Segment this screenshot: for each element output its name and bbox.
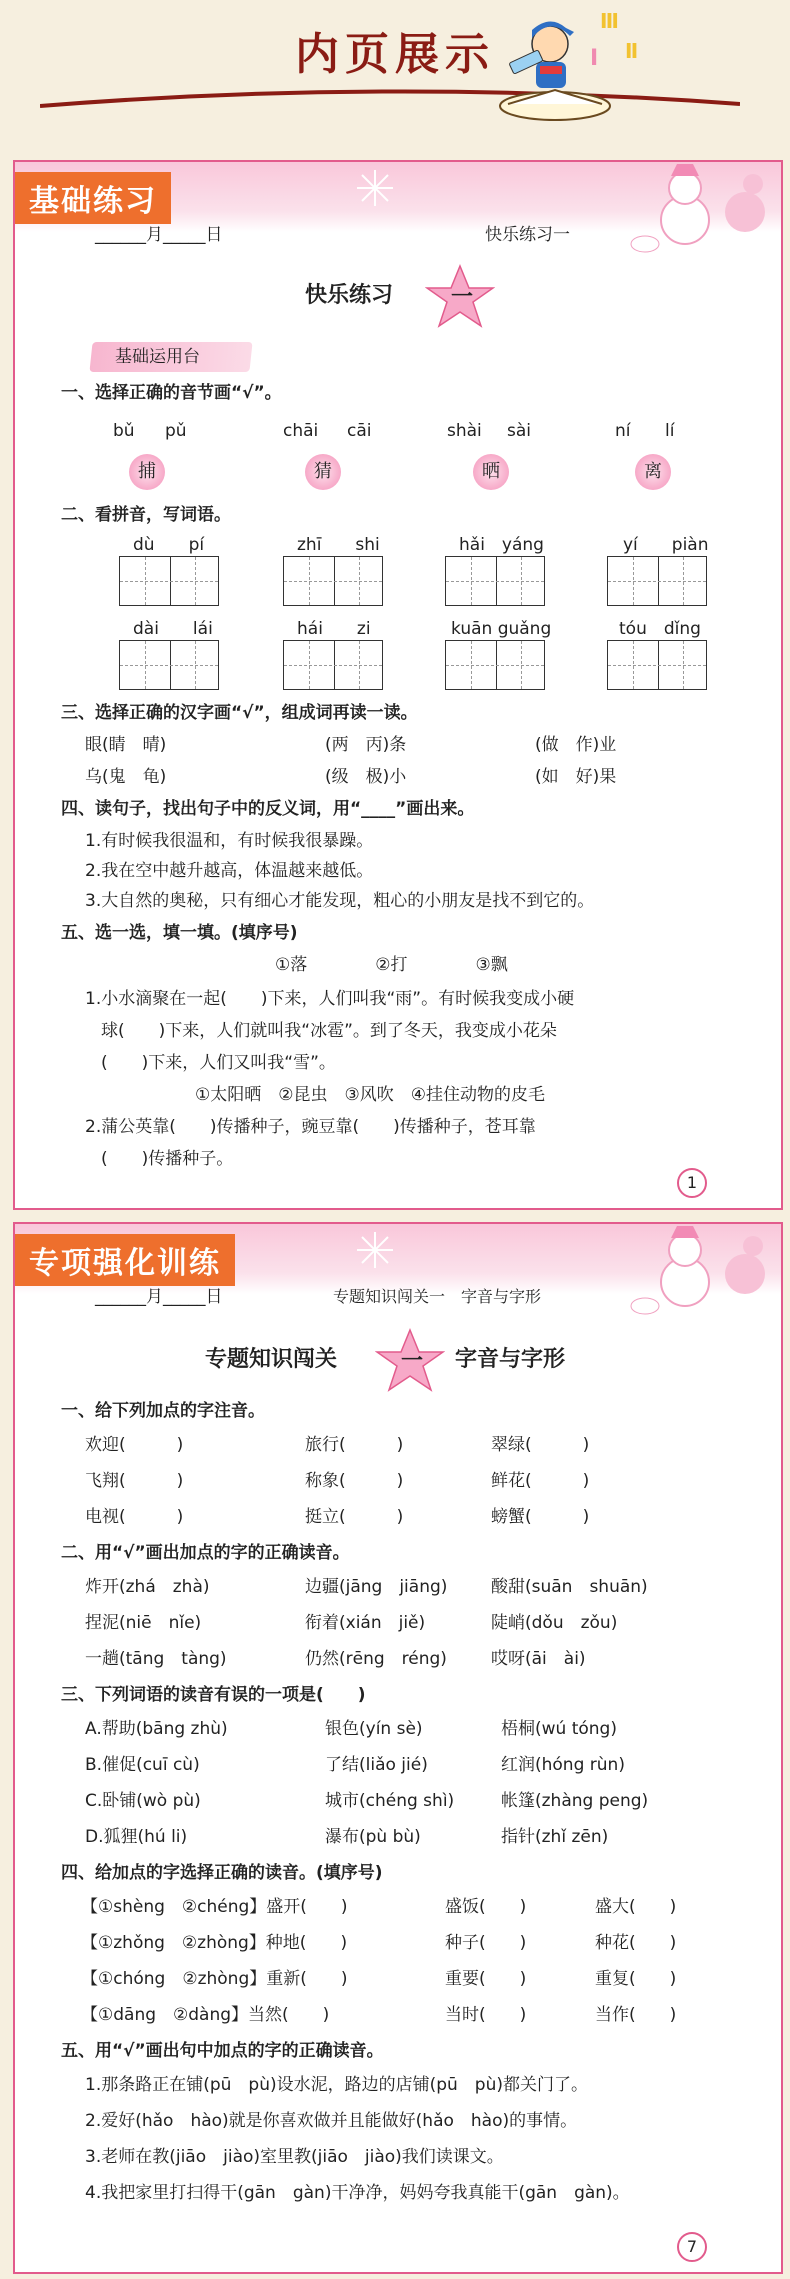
sentence-item[interactable]: 3.老师在教(jiāo jiào)室里教(jiāo jiào)我们读课文。 [85, 2147, 504, 2167]
roman-numeral-icon: Ⅲ [600, 9, 619, 33]
sentence-item: 3.大自然的奥秘，只有细心才能发现，粗心的小朋友是找不到它的。 [85, 891, 595, 911]
question-5-title: 五、选一选，填一填。(填序号) [61, 923, 298, 943]
character-flower: 晒 [473, 454, 509, 490]
annotate-item[interactable]: 鲜花( ) [491, 1471, 590, 1491]
reading-choice[interactable]: 盛饭( ) [445, 1897, 527, 1917]
question-3-title: 三、选择正确的汉字画“√”，组成词再读一读。 [61, 703, 418, 723]
sentence-item[interactable]: 1.那条路正在铺(pū pù)设水泥，路边的店铺(pū pù)都关门了。 [85, 2075, 589, 2095]
pinyin-option[interactable]: pǔ [165, 421, 187, 441]
reading-choice[interactable]: 当时( ) [445, 2005, 527, 2025]
writing-grid[interactable] [607, 556, 707, 606]
sentence-item[interactable]: 2.爱好(hǎo hào)就是你喜欢做并且能做好(hǎo hào)的事情。 [85, 2111, 578, 2131]
writing-grid[interactable] [283, 640, 383, 690]
writing-grid[interactable] [445, 556, 545, 606]
pinyin-prompt: dài lái [133, 619, 213, 639]
date-line: ______月_____日 [95, 225, 223, 245]
question-3-title: 三、下列词语的读音有误的一项是( ) [61, 1685, 366, 1705]
pinyin-prompt: hǎi yáng [459, 535, 544, 555]
roman-numeral-icon: Ⅰ [590, 46, 599, 71]
reading-choice[interactable]: 种花( ) [595, 1933, 677, 1953]
pronunciation-item[interactable]: 仍然(rēng réng) [305, 1649, 447, 1669]
pinyin-prompt: zhī shi [297, 535, 380, 555]
fill-options: ①太阳晒 ②昆虫 ③风吹 ④挂住动物的皮毛 [195, 1085, 545, 1105]
annotate-item[interactable]: 螃蟹( ) [491, 1507, 590, 1527]
snowman-icon [625, 1224, 781, 1324]
choice-item[interactable]: (做 作)业 [535, 735, 617, 755]
writing-grid[interactable] [119, 640, 219, 690]
pinyin-option[interactable]: shài [447, 421, 482, 441]
option-item: 指针(zhǐ zēn) [501, 1827, 609, 1847]
pronunciation-item[interactable]: 酸甜(suān shuān) [491, 1577, 648, 1597]
lesson-number: 一 [401, 1349, 424, 1374]
pinyin-prompt: hái zi [297, 619, 371, 639]
snowflake-icon [355, 1230, 395, 1270]
option-item: 红润(hóng rùn) [501, 1755, 625, 1775]
reading-choice[interactable]: 重复( ) [595, 1969, 677, 1989]
writing-grid[interactable] [607, 640, 707, 690]
pronunciation-item[interactable]: 一趟(tāng tàng) [85, 1649, 227, 1669]
sentence-item[interactable]: 1.小水滴聚在一起( )下来，人们叫我“雨”。有时候我变成小硬 [85, 989, 575, 1009]
character-flower: 猜 [305, 454, 341, 490]
exercise-panel-special [13, 1222, 783, 2274]
subsection-label: 基础运用台 [115, 347, 200, 367]
sentence-item[interactable]: ( )传播种子。 [101, 1149, 234, 1169]
sentence-item[interactable]: ( )下来，人们又叫我“雪”。 [101, 1053, 336, 1073]
page-number: 7 [677, 2232, 707, 2262]
question-2-title: 二、用“√”画出加点的字的正确读音。 [61, 1543, 350, 1563]
annotate-item[interactable]: 翠绿( ) [491, 1435, 590, 1455]
question-1-title: 一、给下列加点的字注音。 [61, 1401, 265, 1421]
character-flower: 离 [635, 454, 671, 490]
sentence-item[interactable]: 4.我把家里打扫得干(gān gàn)干净净，妈妈夸我真能干(gān gàn)。 [85, 2183, 630, 2203]
option-item: 瀑布(pù bù) [325, 1827, 421, 1847]
annotate-item[interactable]: 电视( ) [85, 1507, 184, 1527]
snowman-icon [625, 162, 781, 262]
annotate-item[interactable]: 欢迎( ) [85, 1435, 184, 1455]
pronunciation-item[interactable]: 衔着(xián jiě) [305, 1613, 426, 1633]
sentence-item: 1.有时候我很温和，有时候我很暴躁。 [85, 831, 374, 851]
reading-choice[interactable]: 种子( ) [445, 1933, 527, 1953]
question-5-title: 五、用“√”画出句中加点的字的正确读音。 [61, 2041, 384, 2061]
option-item[interactable]: D.狐狸(hú li) [85, 1827, 188, 1847]
pinyin-prompt: dù pí [133, 535, 205, 555]
option-item: 银色(yín sè) [325, 1719, 423, 1739]
snowflake-icon [355, 168, 395, 208]
sentence-item[interactable]: 球( )下来，人们就叫我“冰雹”。到了冬天，我变成小花朵 [101, 1021, 557, 1041]
section-tag: 基础练习 [15, 172, 171, 224]
pronunciation-item[interactable]: 炸开(zhá zhà) [85, 1577, 210, 1597]
question-1-title: 一、选择正确的音节画“√”。 [61, 383, 282, 403]
section-tag: 专项强化训练 [15, 1234, 235, 1286]
character-flower: 捕 [129, 454, 165, 490]
reading-choice[interactable]: 重要( ) [445, 1969, 527, 1989]
annotate-item[interactable]: 飞翔( ) [85, 1471, 184, 1491]
pinyin-prompt: tóu dǐng [619, 619, 701, 639]
pinyin-option[interactable]: sài [507, 421, 531, 441]
option-item: 城市(chéng shì) [325, 1791, 455, 1811]
lesson-subtitle: 字音与字形 [455, 1347, 566, 1372]
pronunciation-item[interactable]: 捏泥(niē nǐe) [85, 1613, 202, 1633]
pronunciation-item[interactable]: 陡峭(dǒu zǒu) [491, 1613, 618, 1633]
pinyin-option[interactable]: cāi [347, 421, 372, 441]
annotate-item[interactable]: 称象( ) [305, 1471, 404, 1491]
choice-item[interactable]: (两 丙)条 [325, 735, 407, 755]
pronunciation-item[interactable]: 边疆(jāng jiāng) [305, 1577, 448, 1597]
lesson-title: 快乐练习 [305, 283, 394, 308]
choice-item[interactable]: (如 好)果 [535, 767, 617, 787]
roman-numeral-icon: Ⅱ [625, 39, 639, 63]
question-4-title: 四、给加点的字选择正确的读音。(填序号) [61, 1863, 383, 1883]
pronunciation-item[interactable]: 哎呀(āi ài) [491, 1649, 586, 1669]
reading-choice[interactable]: 当作( ) [595, 2005, 677, 2025]
choice-item[interactable]: 乌(鬼 龟) [85, 767, 167, 787]
header-title: 内页展示 [295, 29, 495, 80]
pinyin-option[interactable]: ní [615, 421, 631, 441]
date-line: ______月_____日 [95, 1287, 223, 1307]
reading-choice[interactable]: 【①dāng ②dàng】当然( ) [81, 2005, 330, 2025]
reading-choice[interactable]: 【①zhǒng ②zhòng】种地( ) [81, 1933, 348, 1953]
pinyin-prompt: kuān guǎng [451, 619, 552, 639]
header-swoosh [40, 78, 740, 118]
exercise-panel-basic [13, 160, 783, 1210]
option-item: 梧桐(wú tóng) [501, 1719, 617, 1739]
fill-options: ①落 ②打 ③飘 [275, 955, 508, 975]
reading-choice[interactable]: 【①chóng ②zhòng】重新( ) [81, 1969, 348, 1989]
choice-item[interactable]: (级 极)小 [325, 767, 407, 787]
writing-grid[interactable] [119, 556, 219, 606]
option-item[interactable]: B.催促(cuī cù) [85, 1755, 200, 1775]
sentence-item: 2.我在空中越升越高，体温越来越低。 [85, 861, 374, 881]
reading-choice[interactable]: 【①shèng ②chéng】盛开( ) [81, 1897, 348, 1917]
question-4-title: 四、读句子，找出句子中的反义词，用“____”画出来。 [61, 799, 475, 819]
annotate-item[interactable]: 挺立( ) [305, 1507, 404, 1527]
running-header: 专题知识闯关一 字音与字形 [333, 1287, 542, 1306]
lesson-title: 专题知识闯关 [205, 1347, 338, 1372]
pinyin-option[interactable]: lí [665, 421, 675, 441]
reading-choice[interactable]: 盛大( ) [595, 1897, 677, 1917]
option-item[interactable]: A.帮助(bāng zhù) [85, 1719, 228, 1739]
option-item: 了结(liǎo jié) [325, 1755, 428, 1775]
question-2-title: 二、看拼音，写词语。 [61, 505, 231, 525]
writing-grid[interactable] [445, 640, 545, 690]
sentence-item[interactable]: 2.蒲公英靠( )传播种子，豌豆靠( )传播种子，苍耳靠 [85, 1117, 536, 1137]
option-item[interactable]: C.卧铺(wò pù) [85, 1791, 201, 1811]
annotate-item[interactable]: 旅行( ) [305, 1435, 404, 1455]
lesson-number: 一 [451, 285, 474, 310]
pinyin-option[interactable]: chāi [283, 421, 319, 441]
pinyin-prompt: yí piàn [623, 535, 709, 555]
choice-item[interactable]: 眼(睛 晴) [85, 735, 167, 755]
page-number: 1 [677, 1168, 707, 1198]
writing-grid[interactable] [283, 556, 383, 606]
pinyin-option[interactable]: bǔ [113, 421, 135, 441]
running-header: 快乐练习一 [485, 225, 570, 245]
option-item: 帐篷(zhàng peng) [501, 1791, 649, 1811]
